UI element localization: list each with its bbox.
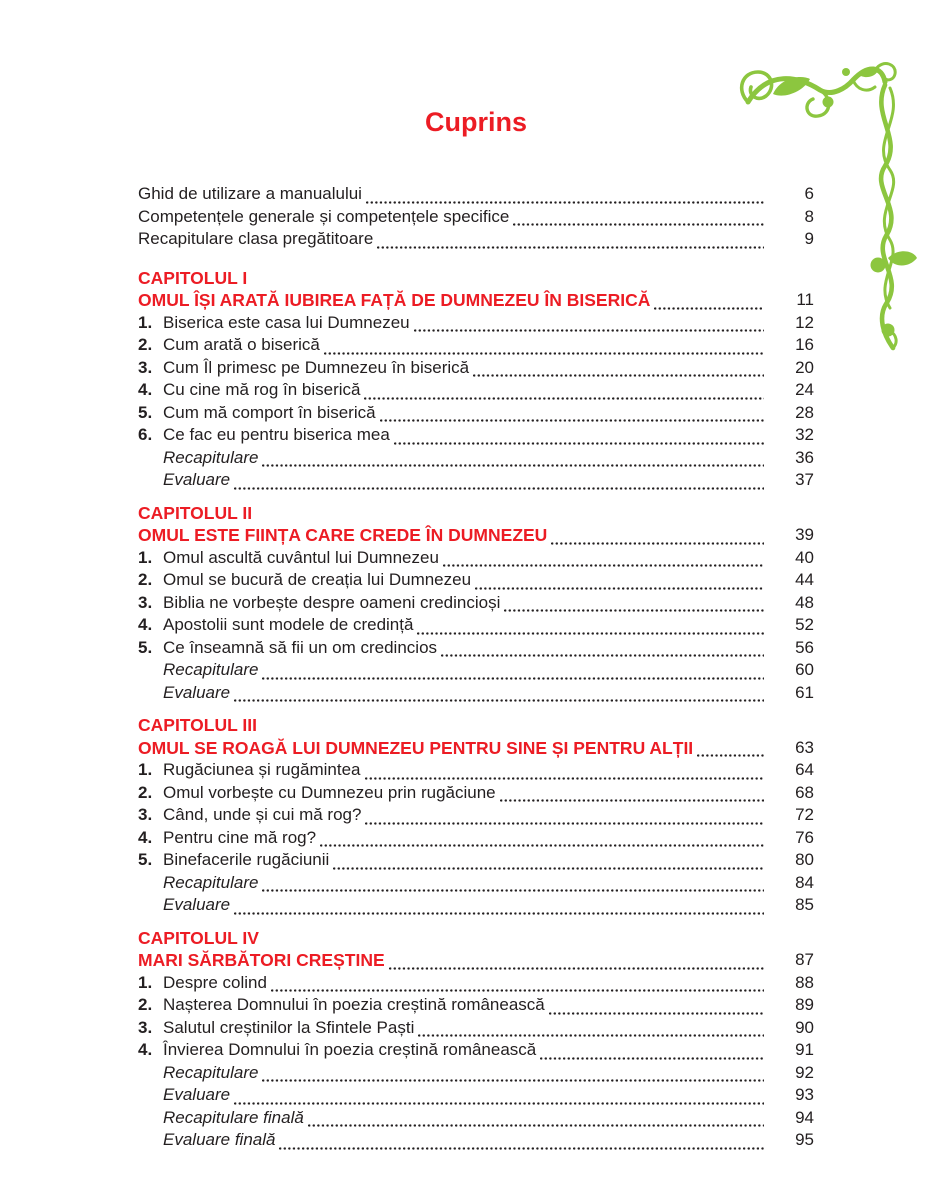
toc-entry bbox=[138, 447, 814, 470]
chapter-title-row bbox=[138, 524, 814, 547]
entry-label: Recapitulare bbox=[163, 1062, 259, 1082]
dotted-leader bbox=[320, 844, 764, 847]
chapter-heading: CAPITOLUL II bbox=[138, 502, 253, 523]
entry-page-number: 80 bbox=[795, 850, 814, 869]
toc-entry bbox=[138, 1129, 814, 1152]
entry-page-number: 56 bbox=[795, 637, 814, 657]
dotted-leader bbox=[308, 1124, 764, 1127]
dotted-leader bbox=[380, 419, 764, 422]
entry-label: Recapitulare bbox=[163, 660, 259, 679]
entry-page-number: 85 bbox=[795, 895, 814, 914]
dotted-leader bbox=[540, 1057, 764, 1060]
dotted-leader bbox=[365, 822, 764, 825]
entry-number: 3. bbox=[138, 357, 153, 377]
toc-entry bbox=[138, 312, 814, 335]
entry-label: Recapitulare bbox=[163, 872, 259, 892]
entry-number: 4. bbox=[138, 615, 153, 634]
chapter-heading: CAPITOLUL I bbox=[138, 267, 248, 288]
entry-page-number: 89 bbox=[795, 995, 814, 1014]
entry-page-number: 64 bbox=[795, 760, 814, 779]
entry-page-number: 94 bbox=[795, 1107, 814, 1127]
toc-entry bbox=[138, 183, 814, 206]
chapter-items bbox=[138, 547, 814, 705]
dotted-leader bbox=[443, 564, 764, 567]
toc-entry bbox=[138, 614, 814, 637]
entry-label: Cu cine mă rog în biserică bbox=[163, 380, 361, 399]
toc-entry bbox=[138, 357, 814, 380]
dotted-leader bbox=[417, 632, 764, 635]
toc-entry bbox=[138, 1017, 814, 1040]
entry-number: 1. bbox=[138, 972, 153, 992]
entry-label: Omul vorbește cu Dumnezeu prin rugăciune bbox=[163, 782, 496, 802]
chapter-items bbox=[138, 759, 814, 917]
dotted-leader bbox=[697, 754, 764, 757]
dotted-leader bbox=[418, 1034, 764, 1037]
entry-label: Evaluare bbox=[163, 895, 231, 914]
dotted-leader bbox=[364, 397, 764, 400]
entry-label: Binefacerile rugăciunii bbox=[163, 850, 330, 869]
entry-page-number: 36 bbox=[795, 447, 814, 467]
dotted-leader bbox=[441, 654, 764, 657]
entry-number: 3. bbox=[138, 1017, 153, 1037]
chapter-page-number: 63 bbox=[795, 737, 814, 757]
dotted-leader bbox=[262, 464, 764, 467]
entry-page-number: 24 bbox=[795, 380, 814, 399]
toc-entry bbox=[138, 592, 814, 615]
entry-number: 2. bbox=[138, 570, 153, 589]
entry-label: Competențele generale și competențele specifice bbox=[138, 206, 510, 226]
toc-entry bbox=[138, 849, 814, 872]
page-title: Cuprins bbox=[424, 107, 527, 137]
entry-label: Omul ascultă cuvântul lui Dumnezeu bbox=[163, 547, 439, 567]
toc-entry bbox=[138, 1084, 814, 1107]
entry-label: Biserica este casa lui Dumnezeu bbox=[163, 312, 410, 332]
entry-label: Cum mă comport în biserică bbox=[163, 402, 376, 422]
chapter-title-row bbox=[138, 289, 814, 312]
entry-page-number: 52 bbox=[795, 615, 814, 634]
toc-entry bbox=[138, 334, 814, 357]
entry-label: Cum Îl primesc pe Dumnezeu în biserică bbox=[163, 357, 470, 377]
toc-entry bbox=[138, 1062, 814, 1085]
dotted-leader bbox=[333, 867, 764, 870]
toc-entry bbox=[138, 782, 814, 805]
entry-number: 4. bbox=[138, 380, 153, 399]
chapter-heading: CAPITOLUL III bbox=[138, 715, 257, 735]
dotted-leader bbox=[262, 889, 764, 892]
entry-label: Ce înseamnă să fii un om credincios bbox=[163, 637, 438, 657]
entry-label: Evaluare bbox=[163, 682, 231, 702]
entry-page-number: 61 bbox=[795, 682, 814, 702]
entry-page-number: 16 bbox=[795, 335, 814, 354]
toc-entry bbox=[138, 547, 814, 570]
entry-label: Recapitulare finală bbox=[163, 1107, 304, 1127]
entry-page-number: 40 bbox=[795, 547, 814, 567]
entry-label: Evaluare bbox=[163, 1085, 231, 1104]
dotted-leader bbox=[394, 442, 764, 445]
entry-page-number: 68 bbox=[795, 782, 814, 802]
chapter-page-number: 11 bbox=[796, 290, 814, 309]
dotted-leader bbox=[377, 246, 764, 249]
entry-label: Pentru cine mă rog? bbox=[163, 827, 317, 847]
entry-label: Recapitulare bbox=[163, 447, 259, 467]
entry-label: Nașterea Domnului în poezia creștină românească bbox=[163, 995, 545, 1014]
toc-entry bbox=[138, 569, 814, 592]
dotted-leader bbox=[234, 1102, 764, 1105]
toc-entry bbox=[138, 659, 814, 682]
toc-entry bbox=[138, 379, 814, 402]
entry-number: 3. bbox=[138, 805, 153, 824]
entry-page-number: 44 bbox=[795, 570, 814, 589]
entry-number: 4. bbox=[138, 1040, 153, 1059]
dotted-leader bbox=[504, 609, 764, 612]
chapter-title-row bbox=[138, 949, 814, 972]
entry-number: 1. bbox=[138, 312, 153, 332]
chapter-title: OMUL SE ROAGĂ LUI DUMNEZEU PENTRU SINE ȘI PENTRU ALȚII bbox=[138, 737, 694, 758]
entry-label: Evaluare finală bbox=[163, 1130, 276, 1149]
dotted-leader bbox=[234, 487, 764, 490]
toc-entry bbox=[138, 827, 814, 850]
table-of-contents bbox=[138, 0, 814, 1152]
chapter-block bbox=[138, 927, 814, 1152]
entry-label: Salutul creștinilor la Sfintele Paști bbox=[163, 1017, 415, 1037]
dotted-leader bbox=[365, 777, 764, 780]
chapter-title-row bbox=[138, 737, 814, 760]
toc-entry bbox=[138, 1039, 814, 1062]
entry-label: Rugăciunea și rugămintea bbox=[163, 760, 361, 779]
dotted-leader bbox=[279, 1147, 764, 1150]
entry-number: 6. bbox=[138, 425, 153, 444]
entry-page-number: 8 bbox=[804, 206, 814, 226]
entry-label: Recapitulare clasa pregătitoare bbox=[138, 229, 374, 248]
dotted-leader bbox=[414, 329, 764, 332]
entry-label: Biblia ne vorbește despre oameni credincioși bbox=[163, 592, 501, 612]
toc-entry bbox=[138, 972, 814, 995]
entry-page-number: 28 bbox=[795, 402, 814, 422]
entry-number: 4. bbox=[138, 827, 153, 847]
toc-entry bbox=[138, 424, 814, 447]
entry-number: 5. bbox=[138, 637, 153, 657]
entry-page-number: 91 bbox=[795, 1040, 814, 1059]
toc-entry bbox=[138, 1107, 814, 1130]
dotted-leader bbox=[475, 587, 764, 590]
chapter-block bbox=[138, 267, 814, 492]
entry-page-number: 72 bbox=[795, 805, 814, 824]
toc-entry bbox=[138, 872, 814, 895]
entry-label: Când, unde și cui mă rog? bbox=[163, 805, 362, 824]
dotted-leader bbox=[324, 352, 764, 355]
dotted-leader bbox=[262, 1079, 764, 1082]
entry-label: Apostolii sunt modele de credință bbox=[163, 615, 414, 634]
dotted-leader bbox=[549, 1012, 764, 1015]
entry-page-number: 92 bbox=[795, 1062, 814, 1082]
front-matter-list bbox=[138, 183, 814, 251]
entry-page-number: 60 bbox=[795, 660, 814, 679]
toc-entry bbox=[138, 894, 814, 917]
dotted-leader bbox=[389, 967, 764, 970]
chapter-items bbox=[138, 312, 814, 492]
entry-number: 2. bbox=[138, 335, 153, 354]
toc-entry bbox=[138, 804, 814, 827]
toc-entry bbox=[138, 228, 814, 251]
chapter-page-number: 87 bbox=[795, 950, 814, 969]
dotted-leader bbox=[473, 374, 764, 377]
chapter-page-number: 39 bbox=[795, 525, 814, 544]
toc-entry bbox=[138, 206, 814, 229]
chapter-title: OMUL ESTE FIINȚA CARE CREDE ÎN DUMNEZEU bbox=[138, 525, 548, 545]
toc-entry bbox=[138, 469, 814, 492]
entry-page-number: 95 bbox=[795, 1130, 814, 1149]
entry-page-number: 76 bbox=[795, 827, 814, 847]
dotted-leader bbox=[513, 223, 764, 226]
entry-label: Despre colind bbox=[163, 972, 267, 992]
entry-number: 5. bbox=[138, 402, 153, 422]
dotted-leader bbox=[262, 677, 764, 680]
entry-page-number: 37 bbox=[795, 470, 814, 489]
entry-page-number: 88 bbox=[795, 972, 814, 992]
entry-page-number: 20 bbox=[795, 357, 814, 377]
chapter-title: OMUL ÎȘI ARATĂ IUBIREA FAȚĂ DE DUMNEZEU ÎN BISERICĂ bbox=[138, 290, 651, 310]
entry-label: Ghid de utilizare a manualului bbox=[138, 184, 362, 203]
dotted-leader bbox=[654, 307, 764, 310]
entry-page-number: 84 bbox=[795, 872, 814, 892]
entry-label: Învierea Domnului în poezia creștină românească bbox=[163, 1040, 537, 1059]
entry-page-number: 6 bbox=[804, 184, 814, 203]
chapter-list bbox=[138, 267, 814, 1152]
entry-label: Evaluare bbox=[163, 470, 231, 489]
chapter-block bbox=[138, 714, 814, 917]
entry-page-number: 12 bbox=[795, 312, 814, 332]
chapter-heading: CAPITOLUL IV bbox=[138, 927, 259, 948]
dotted-leader bbox=[271, 989, 764, 992]
entry-number: 5. bbox=[138, 850, 153, 869]
toc-entry bbox=[138, 994, 814, 1017]
toc-entry bbox=[138, 759, 814, 782]
entry-label: Cum arată o biserică bbox=[163, 335, 320, 354]
dotted-leader bbox=[500, 799, 764, 802]
dotted-leader bbox=[551, 542, 764, 545]
entry-number: 1. bbox=[138, 547, 153, 567]
entry-number: 1. bbox=[138, 760, 153, 779]
entry-page-number: 9 bbox=[804, 229, 814, 248]
dotted-leader bbox=[234, 699, 764, 702]
chapter-items bbox=[138, 972, 814, 1152]
chapter-block bbox=[138, 502, 814, 705]
dotted-leader bbox=[366, 201, 764, 204]
entry-page-number: 90 bbox=[795, 1017, 814, 1037]
toc-entry bbox=[138, 682, 814, 705]
entry-number: 2. bbox=[138, 782, 153, 802]
toc-entry bbox=[138, 402, 814, 425]
entry-label: Ce fac eu pentru biserica mea bbox=[163, 425, 390, 444]
entry-page-number: 93 bbox=[795, 1085, 814, 1104]
entry-label: Omul se bucură de creația lui Dumnezeu bbox=[163, 570, 472, 589]
entry-number: 3. bbox=[138, 592, 153, 612]
chapter-title: MARI SĂRBĂTORI CREȘTINE bbox=[138, 950, 385, 970]
toc-entry bbox=[138, 637, 814, 660]
entry-number: 2. bbox=[138, 995, 153, 1014]
entry-page-number: 48 bbox=[795, 592, 814, 612]
entry-page-number: 32 bbox=[795, 425, 814, 444]
dotted-leader bbox=[234, 912, 764, 915]
